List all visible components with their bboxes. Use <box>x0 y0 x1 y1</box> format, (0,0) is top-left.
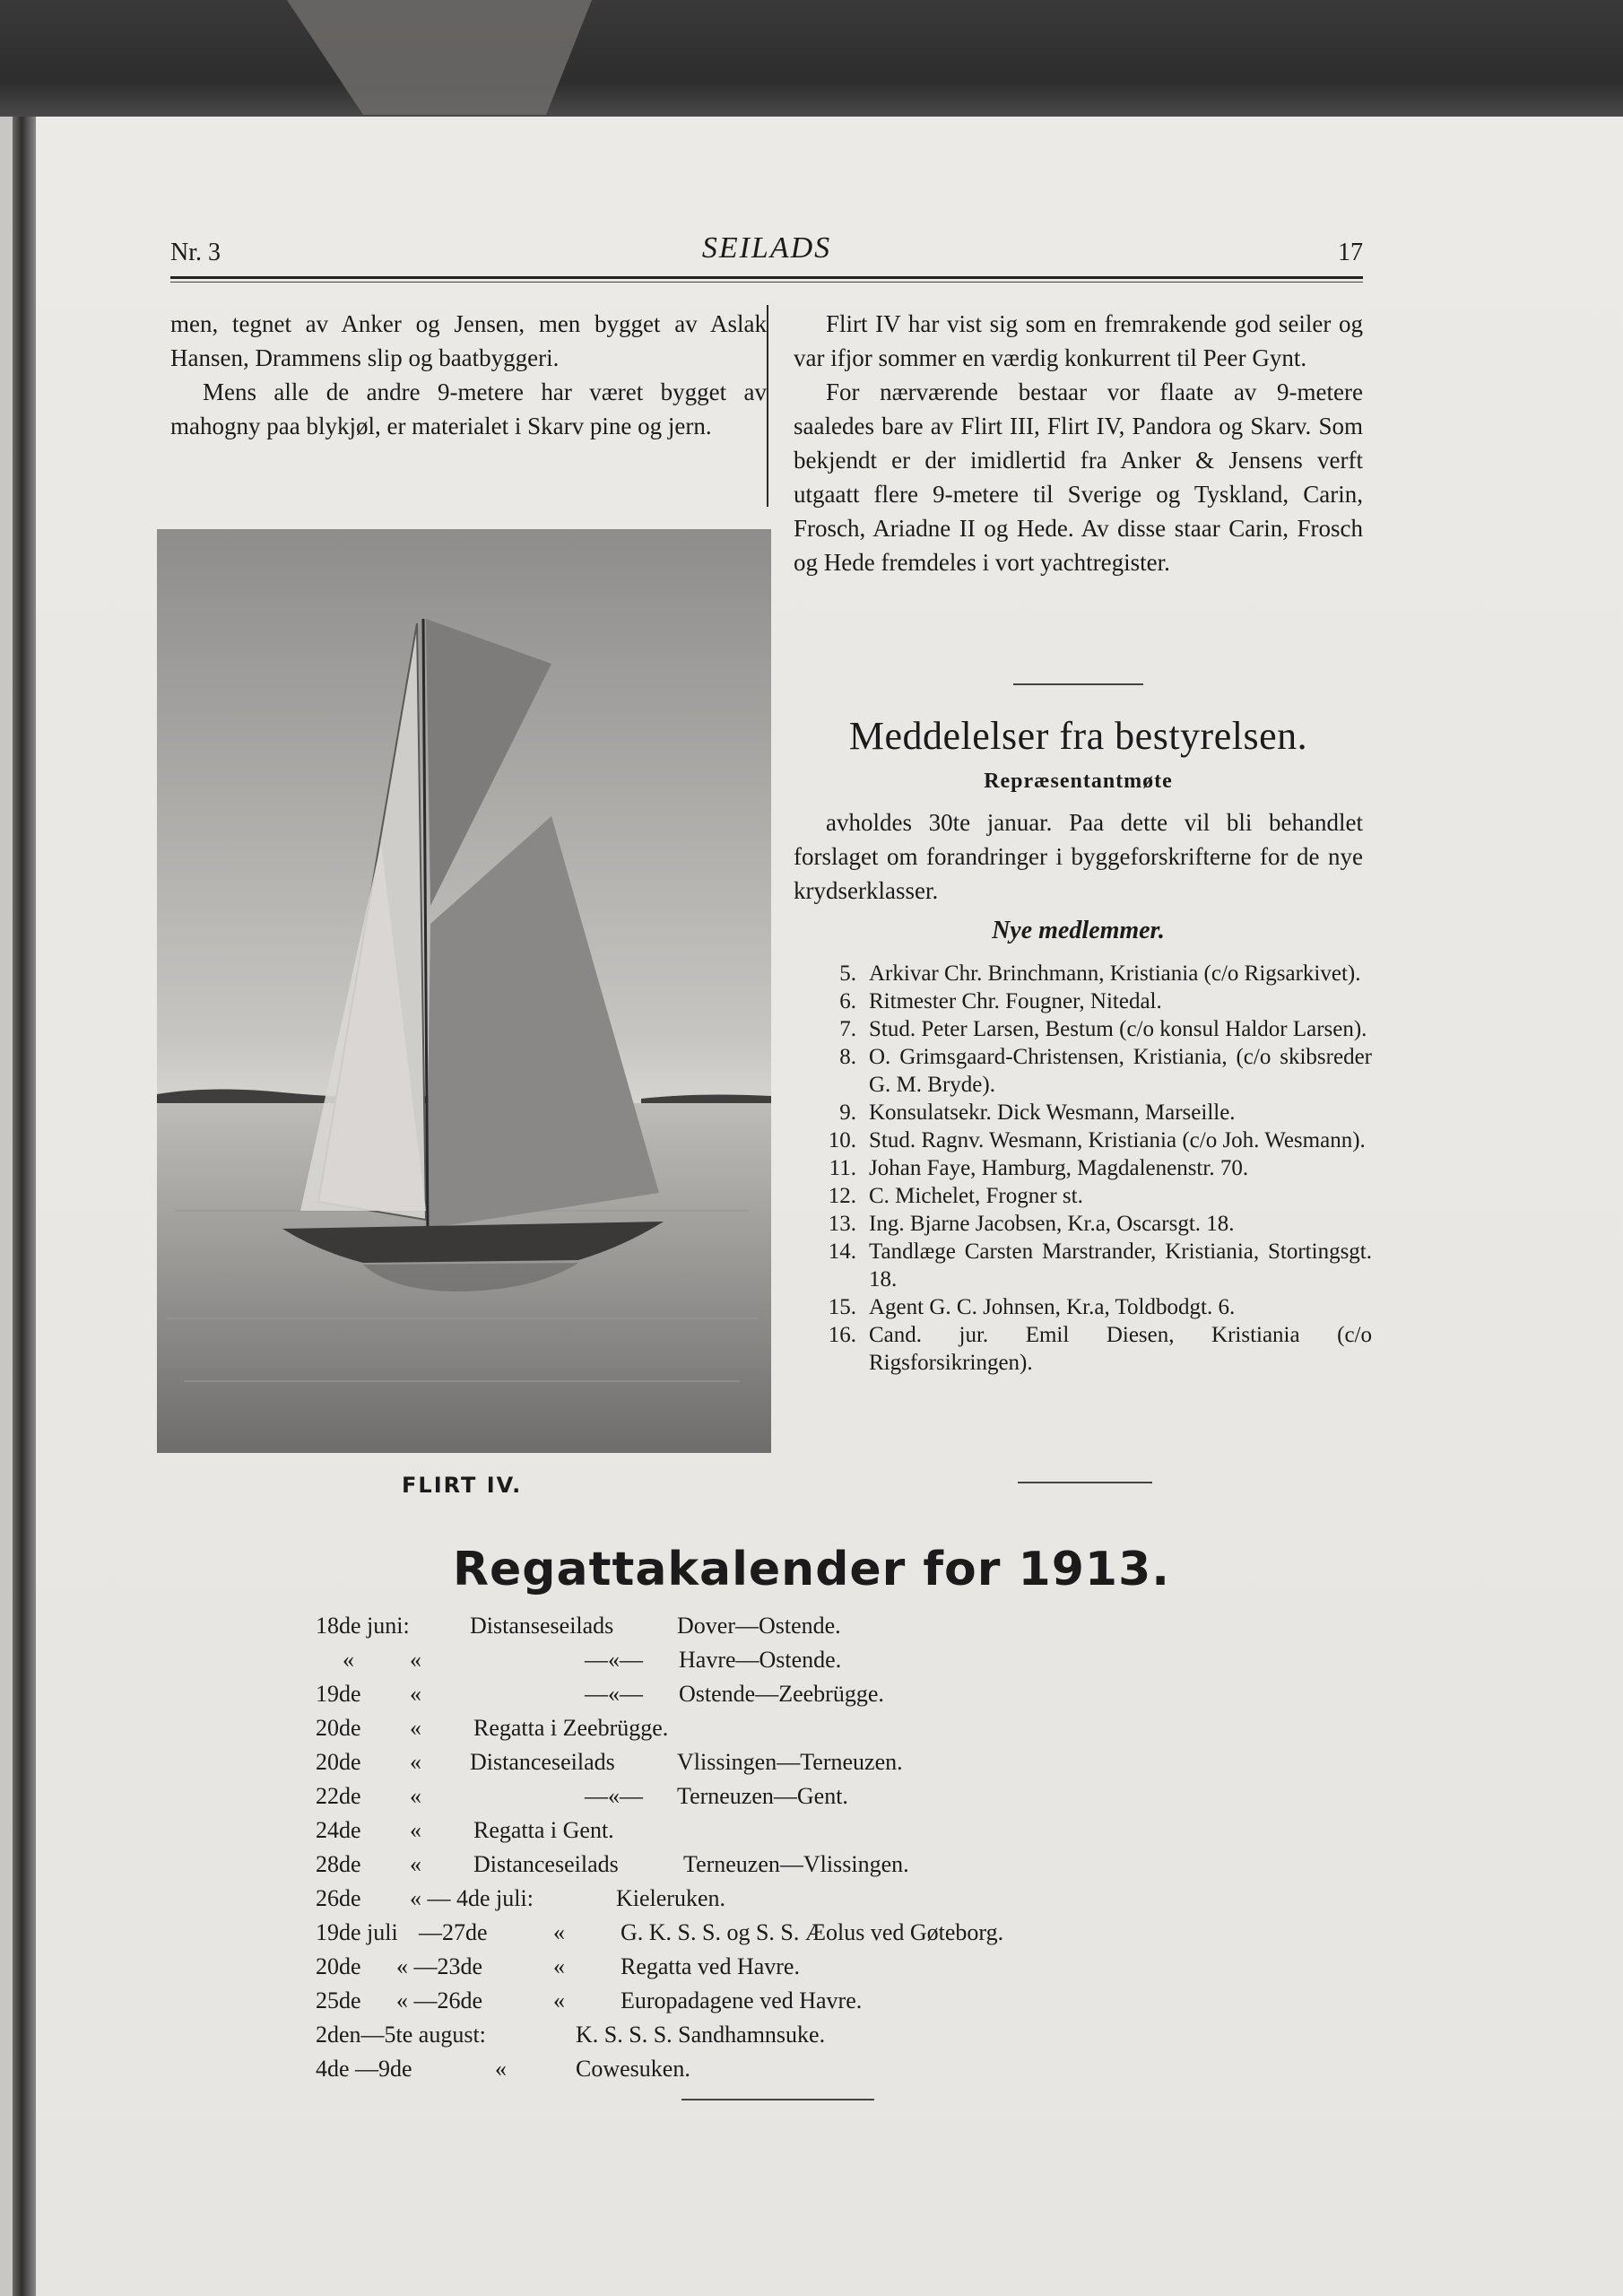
calendar-date-range: « —23de <box>396 1953 483 1979</box>
column-divider <box>767 305 768 507</box>
member-number: 15. <box>828 1295 856 1319</box>
scan-binding-edge <box>0 117 13 2296</box>
calendar-row <box>316 1779 1302 1813</box>
calendar-ditto: « <box>553 1919 565 1945</box>
calendar-event: Vlissingen—Terneuzen. <box>677 1749 903 1775</box>
calendar-ditto: « <box>553 1987 565 2013</box>
calendar-ditto: « <box>410 1783 421 1809</box>
member-number: 16. <box>828 1323 856 1347</box>
meeting-heading: Repræsentantmøte <box>984 770 1173 793</box>
calendar-row <box>316 1916 1302 1950</box>
calendar-date: 4de —9de <box>316 2056 412 2082</box>
list-item <box>794 987 1372 1015</box>
list-item <box>794 1099 1372 1126</box>
paragraph: avholdes 30te januar. Paa dette vil bli behandlet forslaget om forandringer i byggeforskrifterne for de nye krydserklasser. <box>794 809 1363 904</box>
calendar-ditto: « <box>410 1817 421 1843</box>
calendar-date: 19de juli <box>316 1919 398 1945</box>
section-separator <box>1013 683 1143 685</box>
member-number: 7. <box>839 1017 856 1041</box>
calendar-date: 28de <box>316 1851 361 1877</box>
calendar-event: Havre—Ostende. <box>679 1647 842 1673</box>
header-rule-thin <box>170 282 1363 283</box>
calendar-event: Regatta ved Havre. <box>621 1953 800 1979</box>
calendar-ditto: « <box>410 1715 421 1741</box>
calendar-date: 22de <box>316 1783 361 1809</box>
member-text: Johan Faye, Hamburg, Magdalenenstr. 70. <box>869 1156 1249 1180</box>
calendar-date-range: « — 4de juli: <box>410 1885 534 1911</box>
member-text: Ing. Bjarne Jacobsen, Kr.a, Oscarsgt. 18. <box>869 1212 1235 1236</box>
calendar-row <box>316 1643 1302 1677</box>
calendar-date: 18de juni: <box>316 1613 410 1639</box>
member-text: Agent G. C. Johnsen, Kr.a, Toldbodgt. 6. <box>869 1295 1236 1319</box>
member-number: 10. <box>828 1128 856 1152</box>
page-header <box>170 231 1363 276</box>
members-heading: Nye medlemmer. <box>992 917 1165 944</box>
list-item <box>794 1154 1372 1182</box>
scan-top-shadow <box>0 0 1623 117</box>
paragraph: Mens alle de andre 9-metere har været bygget av mahogny paa blykjøl, er materialet i Skarv pine og jern. <box>170 378 767 439</box>
calendar-date: 20de <box>316 1953 361 1979</box>
member-number: 8. <box>839 1045 856 1069</box>
calendar-row <box>316 1950 1302 1984</box>
list-item <box>794 1210 1372 1238</box>
calendar-row <box>316 1677 1302 1711</box>
calendar-ditto: « <box>410 1647 421 1673</box>
left-column-text <box>170 307 767 443</box>
calendar-ditto: « <box>410 1749 421 1775</box>
calendar-event-type: Distanseseilads <box>470 1613 614 1639</box>
calendar-row <box>316 1813 1302 1848</box>
member-number: 12. <box>828 1184 856 1208</box>
sailboat-photo <box>157 529 771 1453</box>
list-item <box>794 1126 1372 1154</box>
list-item <box>794 1182 1372 1210</box>
header-rule <box>170 276 1363 279</box>
member-text: Ritmester Chr. Fougner, Nitedal. <box>869 989 1162 1013</box>
calendar-date-range: « —26de <box>396 1987 483 2013</box>
member-text: Stud. Ragnv. Wesmann, Kristiania (c/o Joh. Wesmann). <box>869 1128 1366 1152</box>
section-separator <box>681 2099 874 2100</box>
calendar-ditto: « <box>553 1953 565 1979</box>
member-text: Konsulatsekr. Dick Wesmann, Marseille. <box>869 1100 1236 1125</box>
member-number: 5. <box>839 961 856 986</box>
calendar-event: Kieleruken. <box>616 1885 726 1911</box>
calendar-date: 2den—5te august: <box>316 2022 486 2048</box>
paragraph: Flirt IV har vist sig som en fremrakende god seiler og var ifjor sommer en værdig konkurrent til Peer Gynt. <box>794 310 1363 371</box>
list-item <box>794 1293 1372 1321</box>
calendar-date: 20de <box>316 1715 361 1741</box>
page-number: 17 <box>1338 239 1363 266</box>
calendar-event: Cowesuken. <box>576 2056 690 2082</box>
calendar-date: 20de <box>316 1749 361 1775</box>
calendar-date: « <box>343 1647 354 1673</box>
calendar-ditto: —«— <box>585 1647 643 1673</box>
calendar-event: Regatta i Gent. <box>473 1817 614 1843</box>
calendar-row <box>316 2052 1302 2086</box>
calendar-event: Terneuzen—Vlissingen. <box>683 1851 909 1877</box>
calendar-event: Europadagene ved Havre. <box>621 1987 863 2013</box>
calendar-ditto: —«— <box>585 1681 643 1707</box>
section-separator <box>1018 1482 1152 1483</box>
member-number: 13. <box>828 1212 856 1236</box>
calendar-date-range: —27de <box>419 1919 488 1945</box>
calendar-row <box>316 1609 1302 1643</box>
calendar-event: Ostende—Zeebrügge. <box>679 1681 884 1707</box>
regatta-calendar <box>316 1609 1302 2086</box>
magazine-title: SEILADS <box>701 231 832 265</box>
calendar-event: Dover—Ostende. <box>677 1613 841 1639</box>
member-text: Cand. jur. Emil Diesen, Kristiania (c/o Rigsforsikringen). <box>869 1323 1372 1375</box>
meeting-text <box>794 805 1363 908</box>
member-text: Tandlæge Carsten Marstrander, Kristiania, Stortingsgt. 18. <box>869 1239 1372 1292</box>
right-column-text <box>794 307 1363 579</box>
scan-binding-spine <box>13 117 36 2296</box>
calendar-row <box>316 1711 1302 1745</box>
calendar-row <box>316 2018 1302 2052</box>
calendar-event-type: Distanceseilads <box>473 1851 619 1877</box>
member-number: 11. <box>829 1156 856 1180</box>
member-number: 9. <box>839 1100 856 1125</box>
member-text: C. Michelet, Frogner st. <box>869 1184 1083 1208</box>
paragraph: For nærværende bestaar vor flaate av 9-metere saaledes bare av Flirt III, Flirt IV, Pandora og Skarv. Som bekjendt er der imidlertid fra Anker & Jensens verft utgaatt flere 9-metere til Sverige og Tyskland, Carin, Frosch, Ariadne II og Hede. Av disse staar Carin, Frosch og Hede fremdeles i vort yachtregister. <box>794 378 1363 576</box>
member-number: 6. <box>839 989 856 1013</box>
calendar-row <box>316 1984 1302 2018</box>
calendar-date: 19de <box>316 1681 361 1707</box>
calendar-date: 26de <box>316 1885 361 1911</box>
calendar-event-type: Distanceseilads <box>470 1749 615 1775</box>
section-title: Meddelelser fra bestyrelsen. <box>848 714 1308 758</box>
calendar-event: Terneuzen—Gent. <box>677 1783 848 1809</box>
calendar-ditto: « <box>410 1851 421 1877</box>
issue-number: Nr. 3 <box>170 239 221 266</box>
calendar-row <box>316 1745 1302 1779</box>
calendar-ditto: « <box>495 2056 507 2082</box>
list-item <box>794 960 1372 987</box>
calendar-row <box>316 1882 1302 1916</box>
calendar-ditto: —«— <box>585 1783 643 1809</box>
calendar-date: 24de <box>316 1817 361 1843</box>
calendar-ditto: « <box>410 1681 421 1707</box>
list-item <box>794 1321 1372 1377</box>
calendar-event: K. S. S. S. Sandhamnsuke. <box>576 2022 826 2048</box>
calendar-event: Regatta i Zeebrügge. <box>473 1715 669 1741</box>
list-item <box>794 1015 1372 1043</box>
calendar-row <box>316 1848 1302 1882</box>
calendar-event: G. K. S. S. og S. S. Æolus ved Gøteborg. <box>621 1919 1004 1945</box>
calendar-title: Regattakalender for 1913. <box>452 1543 1171 1596</box>
member-text: Arkivar Chr. Brinchmann, Kristiania (c/o Rigsarkivet). <box>869 961 1361 986</box>
member-text: Stud. Peter Larsen, Bestum (c/o konsul Haldor Larsen). <box>869 1017 1367 1041</box>
members-list <box>794 960 1372 1377</box>
paragraph: men, tegnet av Anker og Jensen, men bygget av Aslak Hansen, Drammens slip og baatbyggeri. <box>170 310 767 371</box>
list-item <box>794 1043 1372 1099</box>
list-item <box>794 1238 1372 1293</box>
member-number: 14. <box>828 1239 856 1264</box>
photo-caption: FLIRT IV. <box>402 1473 523 1498</box>
member-text: O. Grimsgaard-Christensen, Kristiania, (c/o skibsreder G. M. Bryde). <box>869 1045 1372 1097</box>
calendar-date: 25de <box>316 1987 361 2013</box>
